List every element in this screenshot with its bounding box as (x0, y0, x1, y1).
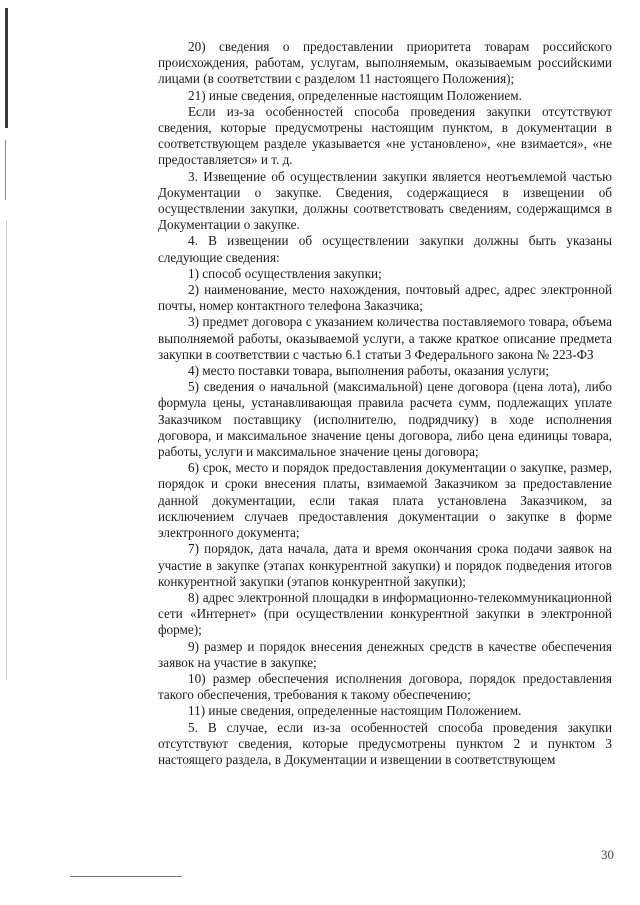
scan-edge-mark (5, 140, 6, 200)
list-item-1: 1) способ осуществления закупки; (188, 265, 382, 281)
document-body (158, 39, 612, 768)
list-item-4: 4) место поставки товара, выполнения работы, оказания услуги; (188, 363, 550, 379)
list-item-5: 5) сведения о начальной (максимальной) цене договора (цена лота), либо формула цены, устанавливающая правила расчета сумм, подлежащих уплате Заказчиком поставщику (исполнителю, подрядчику) в ходе исполнения договора, и максимальное значение цены договора, либо цена единицы товара, работы, услуги и максимальное значение цены договора; (158, 379, 612, 460)
list-item-3: 3) предмет договора с указанием количества поставляемого товара, объема выполняемой работы, оказываемой услуги, а также краткое описание предмета закупки в соответствии с частью 6.1 статьи 3 Федерального закона № 223-ФЗ (158, 314, 612, 362)
list-item-6: 6) срок, место и порядок предоставления документации о закупке, размер, порядок и сроки внесения платы, взимаемой Заказчиком за предоставление данной документации, если такая плата установлена Заказчиком, за исключением случаев предоставления документации о закупке в форме электронного документа; (158, 460, 612, 541)
footer-divider (70, 876, 182, 877)
paragraph-section-3: 3. Извещение об осуществлении закупки является неотъемлемой частью Документации о закупке. Сведения, содержащиеся в извещении об осуществлении закупки, должны соответствовать сведениям, содержащимся в Документации о закупке. (158, 168, 612, 233)
list-item-2: 2) наименование, место нахождения, почтовый адрес, адрес электронной почты, номер контактного телефона Заказчика; (158, 282, 612, 314)
page-number: 30 (601, 847, 614, 862)
paragraph-item-21: 21) иные сведения, определенные настоящим Положением. (188, 87, 522, 103)
paragraph-missing-info-note: Если из-за особенностей способа проведения закупки отсутствуют сведения, которые предусмотрены настоящим пунктом, в документации в соответствующем разделе указывается «не установлено», «не взимается», «не предоставляется» и т. д. (158, 103, 612, 168)
paragraph-section-5: 5. В случае, если из-за особенностей способа проведения закупки отсутствуют сведения, которые предусмотрены пунктом 2 и пунктом 3 настоящего раздела, в Документации и извещении в соответствующем (158, 719, 612, 767)
list-item-8: 8) адрес электронной площадки в информационно-телекоммуникационной сети «Интернет» (при осуществлении конкурентной закупки в электронной форме); (158, 589, 612, 638)
scan-edge-mark (6, 220, 7, 680)
paragraph-item-20: 20) сведения о предоставлении приоритета товарам российского происхождения, работам, услугам, выполняемым, оказываемым российскими лицами (в соответствии с разделом 11 настоящего Положения); (158, 39, 612, 87)
list-item-11: 11) иные сведения, определенные настоящим Положением. (188, 703, 522, 719)
list-item-9: 9) размер и порядок внесения денежных средств в качестве обеспечения заявок на участие в закупке; (158, 638, 612, 670)
scan-edge-mark (5, 8, 8, 128)
list-item-7: 7) порядок, дата начала, дата и время окончания срока подачи заявок на участие в закупке (этапах конкурентной закупки) и порядок подведения итогов конкурентной закупки (этапов конкурентной закупки); (158, 541, 612, 589)
paragraph-section-4: 4. В извещении об осуществлении закупки должны быть указаны следующие сведения: (158, 233, 612, 265)
list-item-10: 10) размер обеспечения исполнения договора, порядок предоставления такого обеспечения, требования к такому обеспечению; (158, 670, 612, 703)
